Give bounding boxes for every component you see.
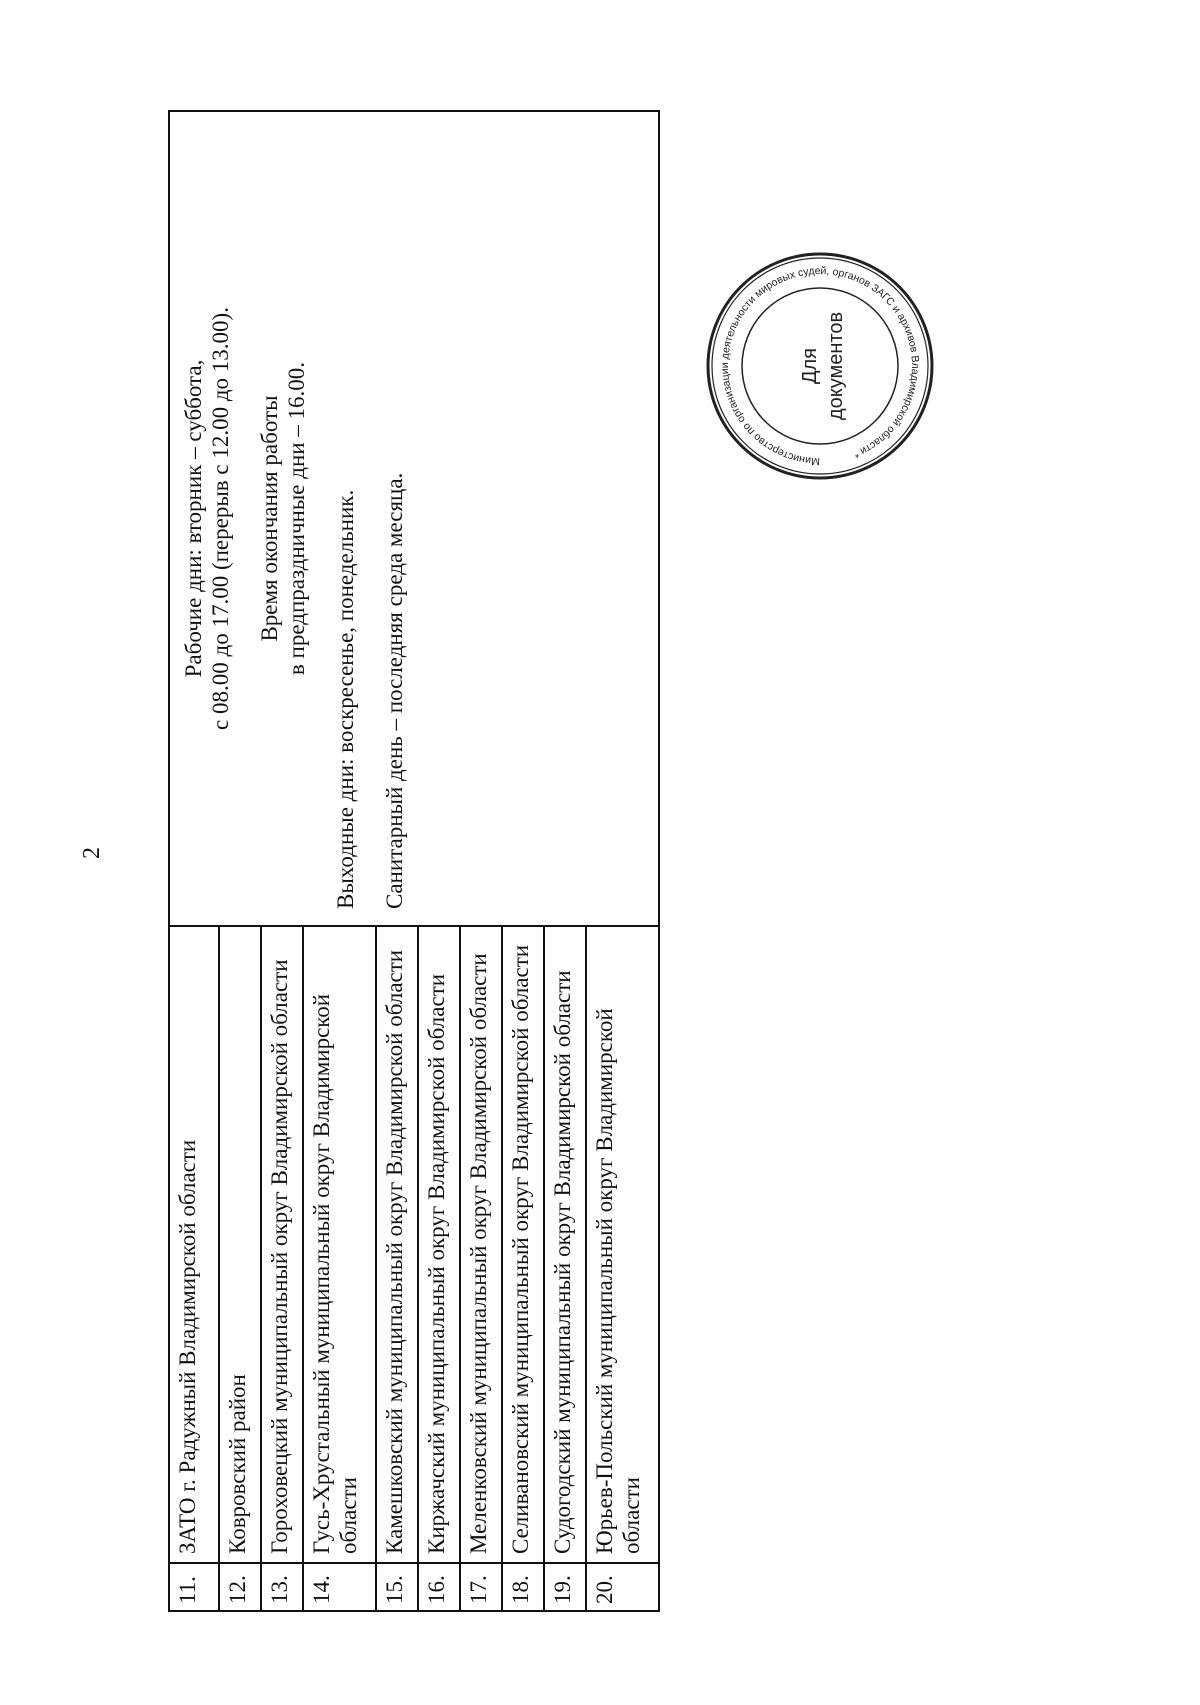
row-number: 16. (418, 1563, 460, 1611)
end-time-text: в предпраздничные дни – 16.00. (284, 361, 309, 676)
district-name: ЗАТО г. Радужный Владимирской области (169, 926, 219, 1563)
stamp-center-line1: Для (799, 347, 821, 385)
district-name: Юрьев-Польский муниципальный округ Владимирской области (586, 926, 659, 1563)
district-name: Гусь-Хрустальный муниципальный округ Владимирской области (303, 926, 376, 1563)
days-off: Выходные дни: воскресенье, понедельник. (333, 489, 358, 909)
district-name: Судогодский муниципальный округ Владимирской области (544, 926, 586, 1563)
office-stamp (700, 246, 940, 486)
district-name: Селивановский муниципальный округ Владимирской области (502, 926, 544, 1563)
row-number: 17. (460, 1563, 502, 1611)
district-name: Камешковский муниципальный округ Владимирской области (376, 926, 418, 1563)
row-number: 14. (303, 1563, 376, 1611)
row-number: 12. (219, 1563, 261, 1611)
end-time-title: Время окончания работы (257, 395, 282, 642)
row-number: 11. (169, 1563, 219, 1611)
page-number: 2 (79, 847, 105, 859)
table-row (169, 111, 219, 1611)
district-name: Меленковский муниципальный округ Владимирской области (460, 926, 502, 1563)
table-wrapper (168, 112, 660, 1612)
sanitary-day: Санитарный день – последняя среда месяца. (382, 472, 407, 909)
row-number: 20. (586, 1563, 659, 1611)
table-rotation-frame (168, 112, 660, 1612)
district-name: Гороховецкий муниципальный округ Владимирской области (261, 926, 303, 1563)
district-name: Киржачский муниципальный округ Владимирской области (418, 926, 460, 1563)
row-number: 18. (502, 1563, 544, 1611)
district-name: Ковровский район (219, 926, 261, 1563)
working-days: Рабочие дни: вторник – суббота, (181, 359, 206, 678)
schedule-table (168, 110, 660, 1612)
row-number: 19. (544, 1563, 586, 1611)
working-hours: с 08.00 до 17.00 (перерыв с 12.00 до 13.00). (208, 307, 233, 730)
row-number: 15. (376, 1563, 418, 1611)
row-number: 13. (261, 1563, 303, 1611)
stamp-center-line2: документов (825, 311, 847, 421)
stamp-ring-text: Министерство по организации деятельности мировых судей, органов ЗАГС и архивов Владимирской области * (718, 264, 922, 468)
schedule-cell (169, 111, 659, 926)
